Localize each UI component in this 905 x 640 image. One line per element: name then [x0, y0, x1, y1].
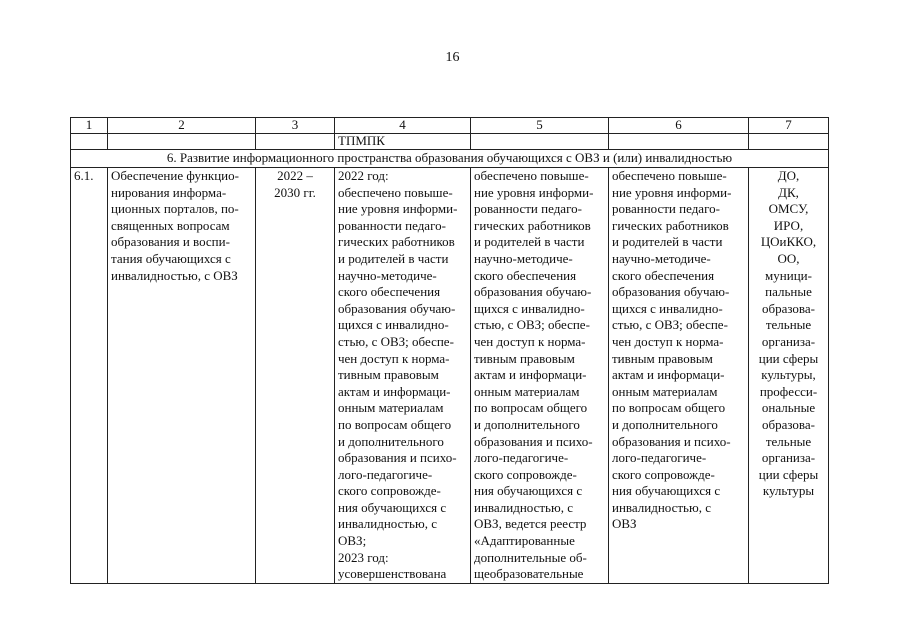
cell-line: онным материалам — [474, 383, 580, 399]
cell-line: дополнительные об- — [474, 549, 587, 565]
cell-line: обеспечено повыше- — [338, 184, 453, 200]
table-row — [71, 168, 829, 584]
cell-line: актам и информаци- — [474, 367, 587, 383]
cell-line: гических работников — [612, 217, 729, 233]
cell-line: образова- — [761, 416, 815, 432]
cell-line: ния обучающихся с — [474, 483, 583, 499]
cell-line: образования и психо- — [338, 450, 457, 466]
cell-line: и дополнительного — [338, 433, 444, 449]
cell-line: ского сопровожде- — [338, 483, 441, 499]
responsible-cell — [749, 168, 829, 584]
cell-line: инвалидностью, с ОВЗ — [111, 267, 238, 283]
cell-line: щихся с инвалидно- — [338, 317, 449, 333]
cell-line: тивным правовым — [474, 350, 575, 366]
cell-line: образования обучаю- — [474, 284, 592, 300]
document-table — [70, 117, 829, 584]
cell-line: и родителей в части — [474, 234, 585, 250]
cell-line: ского сопровожде- — [612, 466, 715, 482]
cell-line: чен доступ к норма- — [612, 333, 724, 349]
cell-line: образования и психо- — [474, 433, 593, 449]
row-number: 6.1. — [71, 168, 108, 584]
section-title: 6. Развитие информационного пространства образования обучающихся с ОВЗ и (или) инвалидностью — [71, 150, 829, 168]
cell-line: ние уровня информи- — [338, 201, 458, 217]
cell-line: инвалидностью, с — [474, 499, 573, 515]
cell-line: актам и информаци- — [338, 383, 451, 399]
cell-line: Обеспечение функцио- — [111, 168, 239, 183]
cell-line: щихся с инвалидно- — [612, 300, 723, 316]
cell-line: ние уровня информи- — [474, 184, 594, 200]
cell-line: стью, с ОВЗ; обеспе- — [612, 317, 728, 333]
cell-line: ционных порталов, по- — [111, 201, 239, 217]
cell-line: организа- — [761, 333, 816, 349]
cell-line: ского обеспечения — [474, 267, 577, 283]
cell-line: «Адаптированные — [474, 533, 575, 549]
cell-line: рованности педаго- — [338, 217, 446, 233]
cell-line: гических работников — [474, 217, 591, 233]
column-number-6: 6 — [609, 118, 749, 134]
cell-line: ОВЗ; — [338, 533, 367, 549]
period-cell — [256, 168, 335, 584]
cell-line: ДО, — [777, 168, 800, 183]
cell-line: и дополнительного — [612, 416, 718, 432]
cell-line: професси- — [759, 383, 818, 399]
column-number-5: 5 — [471, 118, 609, 134]
cell-line: по вопросам общего — [474, 400, 588, 416]
cell-line: усовершенствована — [338, 566, 447, 582]
cell-line: культуры — [762, 483, 815, 499]
cell-line: образования обучаю- — [338, 300, 456, 316]
cell-line: чен доступ к норма- — [338, 350, 450, 366]
cell-line: ции сферы — [758, 466, 819, 482]
cell-line: инвалидностью, с — [612, 499, 711, 515]
cell-line: по вопросам общего — [338, 416, 452, 432]
cell-line: 2023 год: — [338, 549, 389, 565]
cell-line: ОВЗ — [612, 516, 637, 532]
column-number-7: 7 — [749, 118, 829, 134]
cell-line: рованности педаго- — [612, 201, 720, 217]
cell-line: нирования информа- — [111, 184, 227, 200]
cell-line: и родителей в части — [338, 250, 449, 266]
cell-line: образования и воспи- — [111, 234, 230, 250]
cell-line: онным материалам — [612, 383, 718, 399]
carry-over-row — [71, 134, 829, 150]
cell-line: онным материалам — [338, 400, 444, 416]
result-cell-6 — [609, 168, 749, 584]
cell-line: тания обучающихся с — [111, 250, 231, 266]
cell-line: пальные — [765, 284, 812, 300]
section-heading-row — [71, 150, 829, 168]
cell-line: образова- — [761, 300, 815, 316]
cell-line: ЦОиККО, — [760, 234, 817, 250]
cell-line: образования обучаю- — [612, 284, 730, 300]
cell-line: ДК, — [778, 184, 799, 200]
page-number: 16 — [445, 50, 460, 65]
carry-over-cell: ТПМПК — [335, 134, 471, 150]
cell-line: и родителей в части — [612, 234, 723, 250]
cell-line: образования и психо- — [612, 433, 731, 449]
cell-line: тивным правовым — [612, 350, 713, 366]
cell-line: культуры, — [761, 367, 816, 383]
column-number-3: 3 — [256, 118, 335, 134]
cell-line: ского обеспечения — [612, 267, 715, 283]
cell-line: рованности педаго- — [474, 201, 582, 217]
cell-line: и дополнительного — [474, 416, 580, 432]
column-number-4: 4 — [335, 118, 471, 134]
cell-line: по вопросам общего — [612, 400, 726, 416]
cell-line: лого-педагогиче- — [338, 466, 433, 482]
cell-line: тивным правовым — [338, 367, 439, 383]
column-number-2: 2 — [108, 118, 256, 134]
cell-line: научно-методиче- — [612, 250, 711, 266]
cell-line: ния обучающихся с — [338, 499, 447, 515]
cell-line: актам и информаци- — [612, 367, 725, 383]
cell-line: научно-методиче- — [474, 250, 573, 266]
column-number-row — [71, 118, 829, 134]
cell-line: обеспечено повыше- — [474, 168, 589, 183]
result-cell-5 — [471, 168, 609, 584]
cell-line: ОО, — [777, 250, 800, 266]
cell-line: чен доступ к норма- — [474, 333, 586, 349]
cell-line: стью, с ОВЗ; обеспе- — [338, 333, 454, 349]
cell-line: ИРО, — [773, 217, 804, 233]
cell-line: ональные — [761, 400, 816, 416]
cell-line: лого-педагогиче- — [474, 450, 569, 466]
cell-line: ние уровня информи- — [612, 184, 732, 200]
cell-line: 2030 гг. — [274, 184, 316, 200]
cell-line: лого-педагогиче- — [612, 450, 707, 466]
cell-line: тельные — [765, 433, 812, 449]
cell-line: 2022 – — [277, 168, 313, 183]
cell-line: ции сферы — [758, 350, 819, 366]
cell-line: гических работников — [338, 234, 455, 250]
indicator-cell — [335, 168, 471, 584]
column-number-1: 1 — [71, 118, 108, 134]
cell-line: священных вопросам — [111, 217, 230, 233]
cell-line: инвалидностью, с — [338, 516, 437, 532]
cell-line: ния обучающихся с — [612, 483, 721, 499]
cell-line: научно-методиче- — [338, 267, 437, 283]
cell-line: ского сопровожде- — [474, 466, 577, 482]
cell-line: тельные — [765, 317, 812, 333]
cell-line: обеспечено повыше- — [612, 168, 727, 183]
cell-line: ского обеспечения — [338, 284, 441, 300]
cell-line: щеобразовательные — [474, 566, 584, 582]
activity-cell — [108, 168, 256, 584]
cell-line: муници- — [765, 267, 812, 283]
cell-line: 2022 год: — [338, 168, 389, 183]
cell-line: щихся с инвалидно- — [474, 300, 585, 316]
cell-line: стью, с ОВЗ; обеспе- — [474, 317, 590, 333]
cell-line: ОМСУ, — [768, 201, 809, 217]
cell-line: организа- — [761, 450, 816, 466]
cell-line: ОВЗ, ведется реестр — [474, 516, 587, 532]
